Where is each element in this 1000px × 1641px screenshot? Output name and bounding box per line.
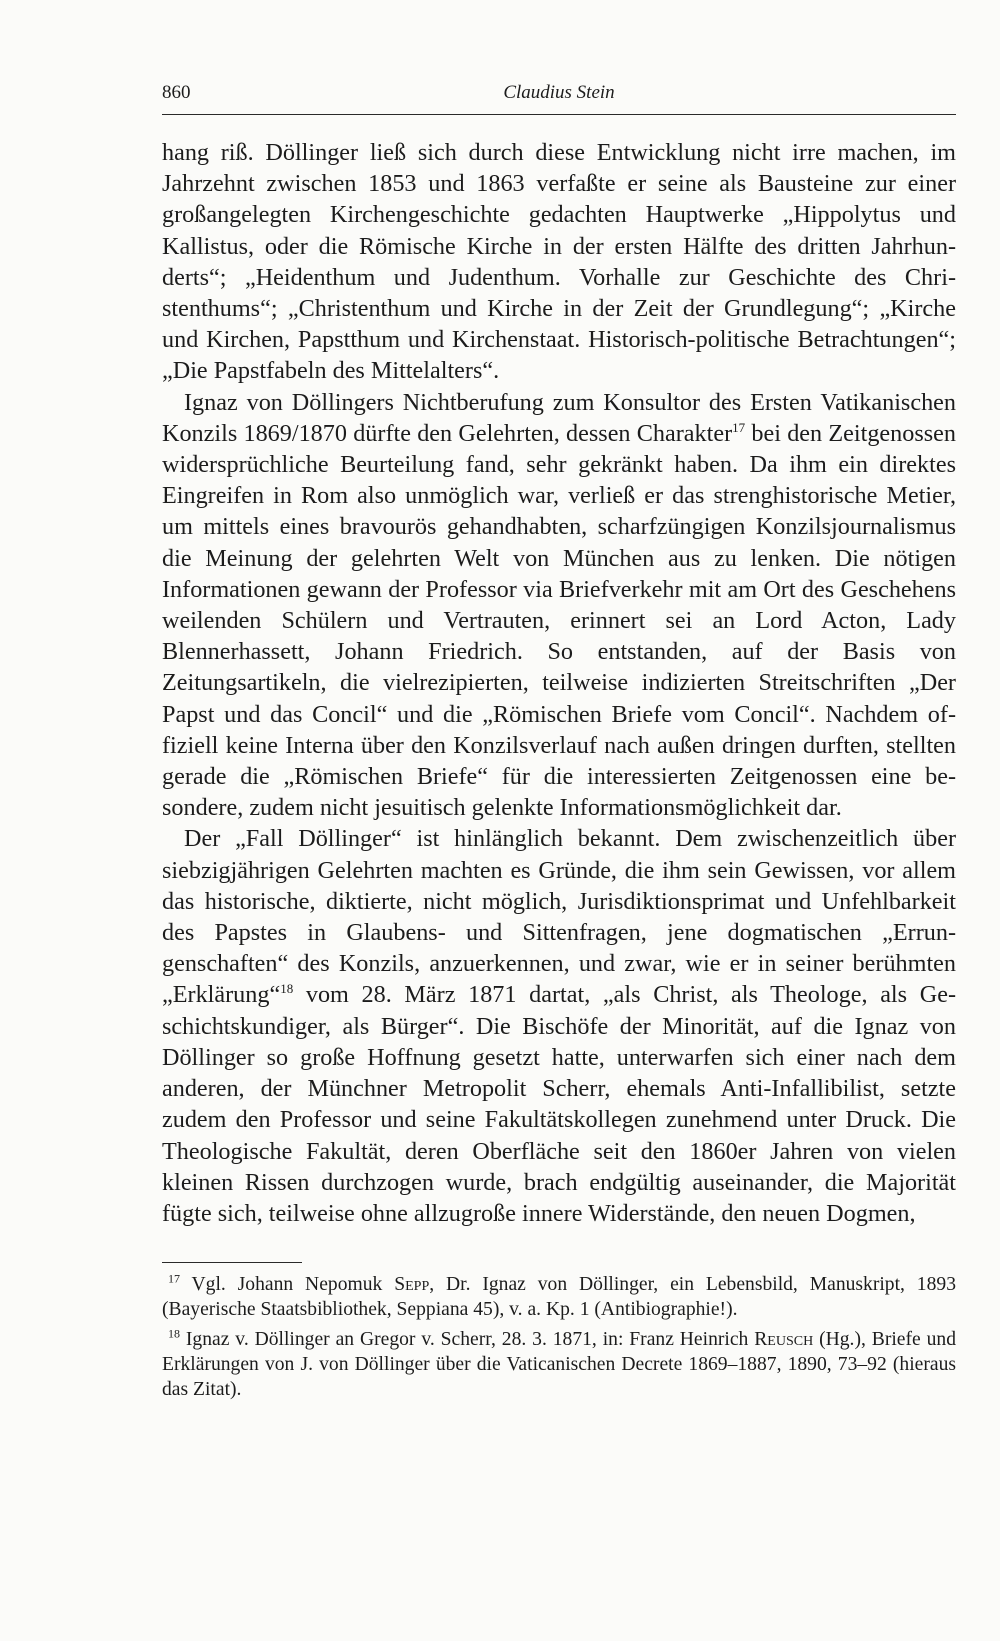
running-head: Claudius Stein [503,82,615,103]
footnote-text-post: , Dr. Ignaz von Döllinger, ein Lebensbild, Manuskript, 1893 (Bayerische Staatsbibliothek, Seppiana 45), v. a. Kp. 1 (Antibiographie!). [162,1274,956,1320]
footnote-18 [162,1327,956,1402]
footnote-author-name: Sepp [394,1274,430,1295]
footnote-ref-17[interactable]: 17 [732,419,746,435]
footnote-author-name: Reusch [754,1329,814,1350]
main-text [162,137,956,1229]
page-number: 860 [162,82,191,103]
footnote-17 [162,1272,956,1322]
footnotes [162,1272,956,1407]
paragraph-3-text-a: Der „Fall Döllinger“ ist hinlänglich bekannt. Dem zwischenzeitlich über siebzigjährigen Gelehrten machten es Gründe, die ihm sein Gewissen, vor allem das historische, diktierte, nicht möglich, Jurisdiktionsprimat und Unfehlbarkeit des Papstes in Glaubens- und Sittenfragen, jene dogmatischen „Errungenschaften“ des Konzils, anzuerkennen, und zwar, wie er in seiner berühmten „Erklärung“ [162,825,956,1009]
paragraph-2 [162,387,956,824]
paragraph-3 [162,823,956,1229]
footnote-text-pre: Vgl. Johann Nepomuk [191,1274,395,1295]
footnote-ref-18[interactable]: 18 [280,981,294,997]
footnote-divider [162,1262,302,1263]
footnote-text-post: (Hg.), Briefe und Erklärungen von J. von Döllinger über die Vaticanischen Decrete 1869–1887, 1890, 73–92 (hieraus das Zitat). [162,1329,956,1400]
paragraph-2-text-a: Ignaz von Döllingers Nichtberufung zum Konsultor des Ersten Vatikanischen Konzils 1869/1870 dürfte den Gelehrten, dessen Charakter [162,388,956,447]
paragraph-2-text-b: bei den Zeitgenossen widersprüchliche Beurteilung fand, sehr gekränkt haben. Da ihm ein direktes Eingreifen in Rom also unmöglich war, verließ er das strenghistorische Metier, um mittels eines bravourös gehandhabten, scharfzüngigen Konzilsjournalismus die Meinung der gelehrten Welt von München aus zu lenken. Die nötigen Informationen gewann der Professor via Briefverkehr mit am Ort des Geschehens weilenden Schülern und Vertrauten, erinnert sei an Lord Acton, Lady Blennerhassett, Johann Friedrich. So entstanden, auf der Basis von Zeitungsartikeln, die vielrezipierten, teilweise indizierten Streitschriften „Der Papst und das Concil“ und die „Römischen Briefe vom Concil“. Nachdem offiziell keine Interna über den Konzilsverlauf nach außen dringen durften, stellten gerade die „Römischen Briefe“ für die interessierten Zeitgenossen eine besondere, zudem nicht jesuitisch gelenkte Informationsmöglichkeit dar. [162,419,956,822]
page-header [162,82,956,115]
paragraph-1: hang riß. Döllinger ließ sich durch diese Entwicklung nicht irre machen, im Jahrzehnt zwischen 1853 und 1863 verfaßte er seine als Bausteine zur einer großangelegten Kirchengeschichte gedachten Hauptwerke „Hippolytus und Kallistus, oder die Römische Kirche in der ersten Hälfte des dritten Jahrhunderts“; „Heidenthum und Judenthum. Vorhalle zur Geschichte des Christenthums“; „Christenthum und Kirche in der Zeit der Grundlegung“; „Kirche und Kirchen, Papstthum und Kirchenstaat. Historisch-politische Betrachtungen“; „Die Papstfabeln des Mittelalters“. [162,139,956,385]
paragraph-3-text-b: vom 28. März 1871 dartat, „als Christ, als Theologe, als Geschichtskundiger, als Bürger“. Die Bischöfe der Minorität, auf die Ignaz von Döllinger so große Hoffnung gesetzt hatte, unterwarfen sich einer nach dem anderen, der Münchner Metropolit Scherr, ehemals Anti-Infallibilist, setzte zudem den Professor und seine Fakultätskollegen zunehmend unter Druck. Die Theologische Fakultät, deren Oberfläche seit den 1860er Jahren von vielen kleinen Rissen durchzogen wurde, brach endgültig auseinander, die Majorität fügte sich, teilweise ohne allzugroße innere Widerstände, den neuen Dogmen, [162,981,956,1227]
footnote-number: 18 [168,1326,180,1341]
footnote-number: 17 [168,1271,180,1286]
footnote-text-pre: Ignaz v. Döllinger an Gregor v. Scherr, 28. 3. 1871, in: Franz Heinrich [185,1329,755,1350]
